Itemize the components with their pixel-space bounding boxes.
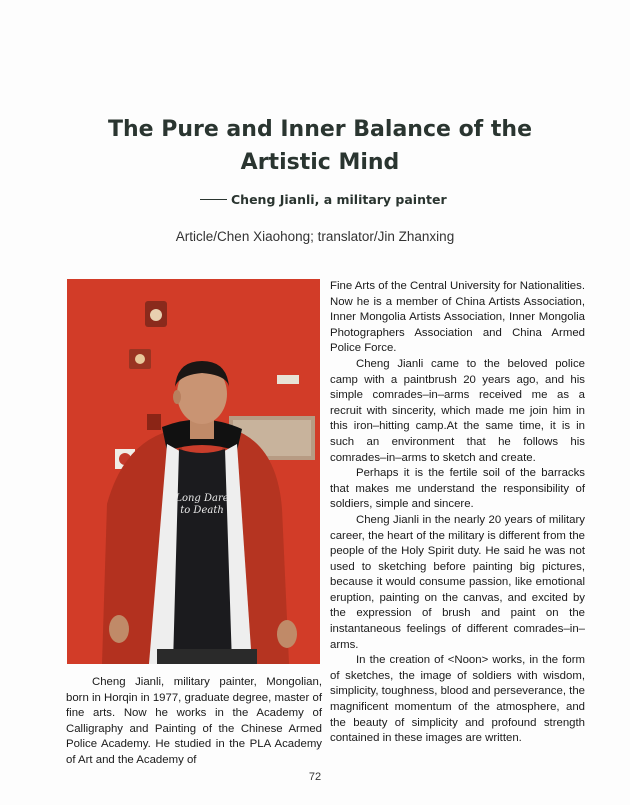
em-dash-rule	[200, 199, 227, 200]
body-paragraph: Fine Arts of the Central University for Nationalities. Now he is a member of China Artists Association, Inner Mongolia Artists Association, Inner Mongolia Photographers Association and China Armed Police Force.	[330, 280, 585, 355]
body-paragraph: In the creation of <Noon> works, in the form of sketches, the image of soldiers with wisdom, simplicity, toughness, blood and perseverance, the magnificent momentum of the atmosphere, and the beauty of simplicity and profound strength contained in these images are written.	[330, 654, 585, 745]
shirt-print-line1: Long Dare	[175, 493, 229, 504]
caption-text: Cheng Jianli, military painter, Mongolian, born in Horqin in 1977, graduate degree, master of fine arts. Now he works in the Academy of Calligraphy and Painting of the Chinese Armed Police Academy. He studied in the PLA Academy of Art and the Academy of	[66, 676, 322, 766]
page-number: 72	[308, 771, 322, 783]
article-subtitle	[200, 192, 500, 207]
body-paragraph: Cheng Jianli in the nearly 20 years of military career, the heart of the military is different from the people of the Holy Spirit duty. He said he was not used to sketching before painting big pictures, because it would consume passion, like emotional eruption, painting on the canvas, and excited by the expression of brush and paint on the instantaneous feelings of different comrades–in–arms.	[330, 513, 585, 651]
shirt-print-line2: to Death	[180, 505, 224, 516]
body-paragraph: Perhaps it is the fertile soil of the barracks that makes me understand the responsibility of soldiers, simple and sincere.	[330, 467, 585, 511]
body-paragraph: Cheng Jianli came to the beloved police camp with a paintbrush 20 years ago, and his simple comrades–in–arms received me as a recruit with sincerity, which made me join him in this iron–hitting camp.At the same time, it is in such an environment that he follows his comrades–in–arms to sketch and create.	[330, 357, 585, 464]
portrait-photo	[67, 279, 320, 664]
article-byline: Article/Chen Xiaohong; translator/Jin Zhanxing	[175, 229, 455, 244]
subtitle-text: Cheng Jianli, a military painter	[231, 192, 447, 207]
photo-caption	[66, 675, 322, 769]
article-title: The Pure and Inner Balance of the Artistic Mind	[107, 117, 533, 175]
body-column-right	[330, 279, 585, 747]
portrait-illustration	[67, 279, 320, 664]
